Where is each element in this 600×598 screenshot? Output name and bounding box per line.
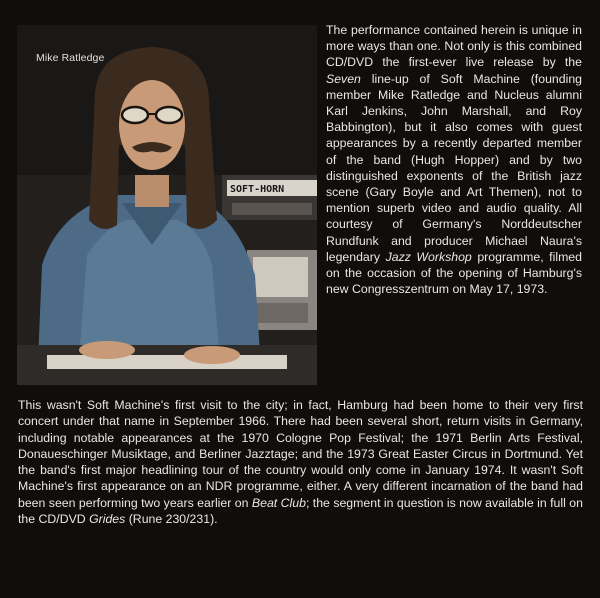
history-text-part-1: This wasn't Soft Machine's first visit to the city; in fact, Hamburg had been home to their very first concert under that name in September 1966. There had been several short, return visits in Germany, including notable appearances at the 1970 Cologne Pop Festival; the 1971 Berlin Arts Festival, Donaueschinger Musiktage, and Berliner Jazztage; and the 1973 Great Easter Circus in Dortmund. Yet the band's first major headlining tour of the country would only come in January 1974. It wasn't Soft Machine's first appearance on an NDR programme, either. A very different incarnation of the band had been seen performing two years earlier on xyxy=(18,398,583,510)
amp-sign-text: SOFT-HORN xyxy=(230,184,285,195)
history-text-part-3: (Rune 230/231). xyxy=(125,512,218,527)
intro-text-part-3: programme, filmed on the occasion of the opening of Hamburg's new Congresszentrum on May 17, 1973. xyxy=(326,249,582,297)
photo-mike-ratledge xyxy=(17,25,317,385)
intro-italic-jazz-workshop: Jazz Workshop xyxy=(385,249,472,264)
intro-text-part-1: The performance contained herein is unique in more ways than one. Not only is this combined CD/DVD the first-ever live release by the xyxy=(326,23,582,70)
history-paragraph xyxy=(18,397,583,527)
intro-paragraph xyxy=(326,22,582,297)
history-italic-grides: Grides xyxy=(89,512,126,527)
photo-caption: Mike Ratledge xyxy=(36,52,105,64)
intro-italic-seven: Seven xyxy=(326,71,361,86)
intro-text-part-2: line-up of Soft Machine (founding member Mike Ratledge and Nucleus alumni Karl Jenkins, John Marshall, and Roy Babbington), but it also comes with guest appearances by a recently departed member of the band (Hugh Hopper) and by two distinguished exponents of the British jazz scene (Gary Boyle and Art Themen), not to mention superb video and audio quality. All courtesy of Germany's Norddeutscher Rundfunk and producer Michael Naura's legendary xyxy=(326,71,582,264)
musician-photo-illustration xyxy=(17,25,317,385)
history-text-part-2: ; the segment in question is now available in full on the CD/DVD xyxy=(18,495,583,527)
history-italic-beat-club: Beat Club xyxy=(251,495,306,510)
